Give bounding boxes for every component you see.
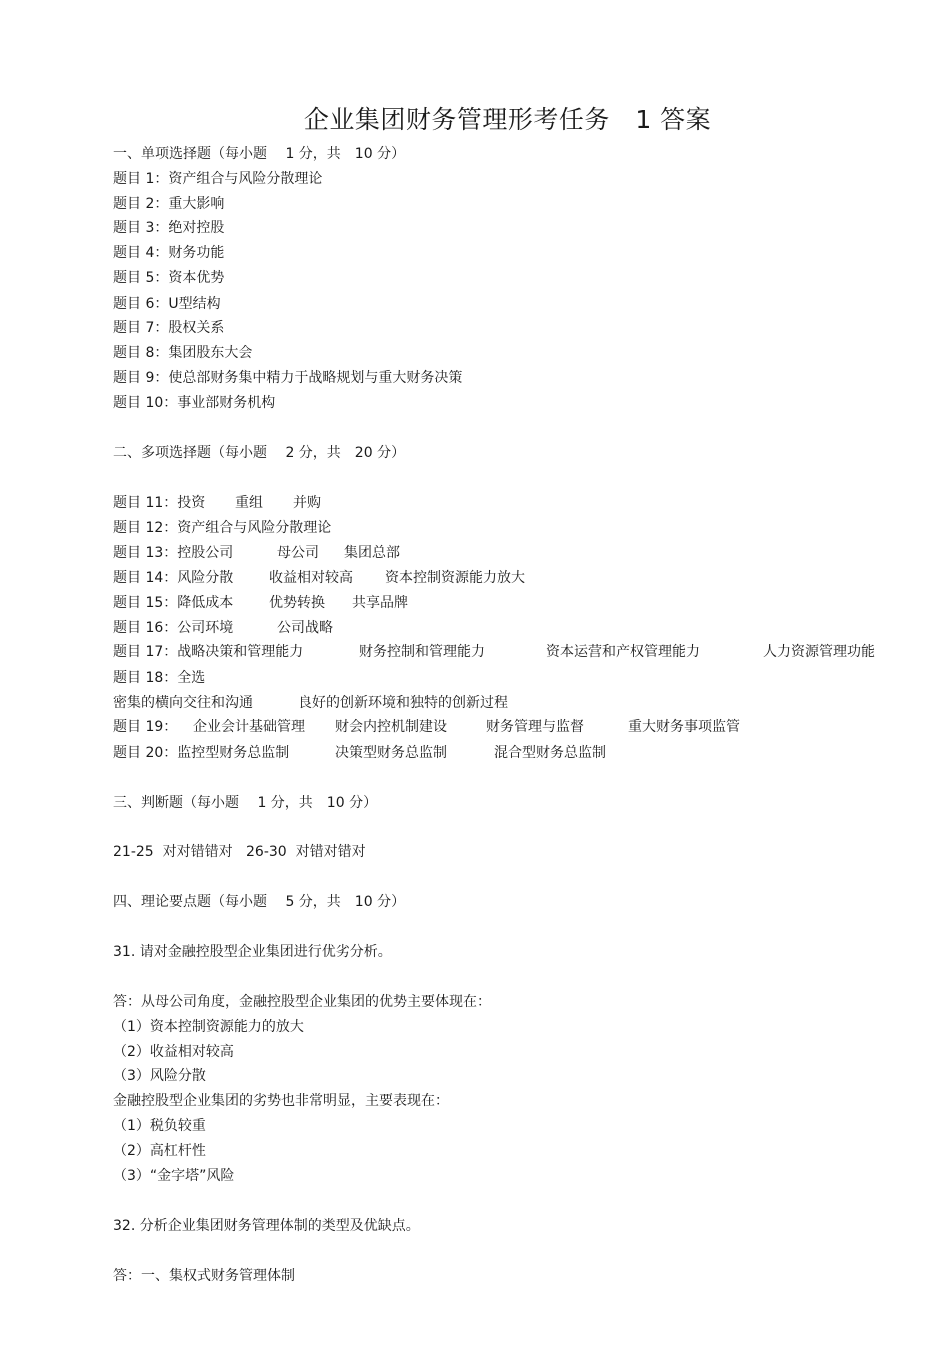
page-title: 企业集团财务管理形考任务 1 答案 (303, 105, 712, 134)
section-heading-theory: 四、理论要点题（每小题 5 分，共 10 分） (113, 894, 406, 910)
answer-q19-option-c: 财务管理与监督 (486, 719, 584, 735)
true-false-answers-21-25: 21-25 对对错错对 (113, 844, 233, 860)
answer-q11-option-a: 重组 (235, 495, 263, 511)
answer-q18-cont-b: 良好的创新环境和独特的创新过程 (298, 695, 508, 711)
answer-q16-label: 题目 16：公司环境 (113, 620, 234, 636)
answer-q17-option-b: 资本运营和产权管理能力 (546, 644, 700, 660)
answer-q14-option-b: 资本控制资源能力放大 (385, 570, 525, 586)
answer-q2: 题目 2：重大影响 (113, 196, 225, 212)
answer-q6: 题目 6：U型结构 (113, 296, 221, 312)
answer-q4: 题目 4：财务功能 (113, 245, 225, 261)
answer-q18-cont-a: 密集的横向交往和沟通 (113, 695, 253, 711)
answer-q19-label: 题目 19： (113, 719, 178, 735)
section-heading-true-false: 三、判断题（每小题 1 分，共 10 分） (113, 795, 378, 811)
answer-31-line: （2）收益相对较高 (113, 1044, 234, 1060)
answer-q20-option-b: 混合型财务总监制 (494, 745, 606, 761)
answer-q14-label: 题目 14：风险分散 (113, 570, 234, 586)
question-32: 32. 分析企业集团财务管理体制的类型及优缺点。 (113, 1218, 420, 1234)
answer-q15-option-a: 优势转换 (269, 595, 325, 611)
answer-q20-label: 题目 20：监控型财务总监制 (113, 745, 290, 761)
answer-q16-option-a: 公司战略 (277, 620, 333, 636)
answer-q17-option-c: 人力资源管理功能 (763, 644, 875, 660)
answer-q7: 题目 7：股权关系 (113, 320, 225, 336)
answer-q19-option-d: 重大财务事项监管 (628, 719, 740, 735)
answer-31-line: （2）高杠杆性 (113, 1143, 206, 1159)
answer-q11-label: 题目 11：投资 (113, 495, 206, 511)
answer-q1: 题目 1：资产组合与风险分散理论 (113, 171, 323, 187)
answer-31-line: （3）风险分散 (113, 1068, 206, 1084)
answer-q12: 题目 12：资产组合与风险分散理论 (113, 520, 332, 536)
answer-31-line: 答：从母公司角度，金融控股型企业集团的优势主要体现在： (113, 994, 491, 1010)
answer-q20 (113, 745, 673, 825)
answer-q19-option-b: 财会内控机制建设 (335, 719, 447, 735)
answer-31-line: （3）“金字塔”风险 (113, 1168, 235, 1184)
answer-q19-option-a: 企业会计基础管理 (193, 719, 305, 735)
answer-q20-option-a: 决策型财务总监制 (335, 745, 447, 761)
answer-q17-option-a: 财务控制和管理能力 (359, 644, 485, 660)
answer-q17-label: 题目 17：战略决策和管理能力 (113, 644, 304, 660)
answer-q3: 题目 3：绝对控股 (113, 220, 225, 236)
answer-31-line: （1）税负较重 (113, 1118, 206, 1134)
section-heading-single-choice: 一、单项选择题（每小题 1 分，共 10 分） (113, 146, 406, 162)
answer-q9: 题目 9：使总部财务集中精力于战略规划与重大财务决策 (113, 370, 463, 386)
true-false-answers-26-30: 26-30 对错对错对 (246, 844, 366, 860)
question-31: 31. 请对金融控股型企业集团进行优劣分析。 (113, 944, 392, 960)
answer-q18: 题目 18：全选 (113, 670, 206, 686)
answer-q15-label: 题目 15：降低成本 (113, 595, 234, 611)
answer-31-line: 金融控股型企业集团的劣势也非常明显，主要表现在： (113, 1093, 449, 1109)
answer-q14-option-a: 收益相对较高 (269, 570, 353, 586)
answer-q5: 题目 5：资本优势 (113, 270, 225, 286)
answer-31-line: （1）资本控制资源能力的放大 (113, 1019, 304, 1035)
answer-32: 答：一、集权式财务管理体制 (113, 1268, 295, 1284)
answer-q13-option-a: 母公司 (277, 545, 319, 561)
answer-q10: 题目 10：事业部财务机构 (113, 395, 276, 411)
answer-q13-label: 题目 13：控股公司 (113, 545, 234, 561)
answer-q11-option-b: 并购 (293, 495, 321, 511)
answer-q8: 题目 8：集团股东大会 (113, 345, 253, 361)
answer-q13-option-b: 集团总部 (344, 545, 400, 561)
section-heading-multiple-choice: 二、多项选择题（每小题 2 分，共 20 分） (113, 445, 406, 461)
answer-q15-option-b: 共享品牌 (352, 595, 408, 611)
